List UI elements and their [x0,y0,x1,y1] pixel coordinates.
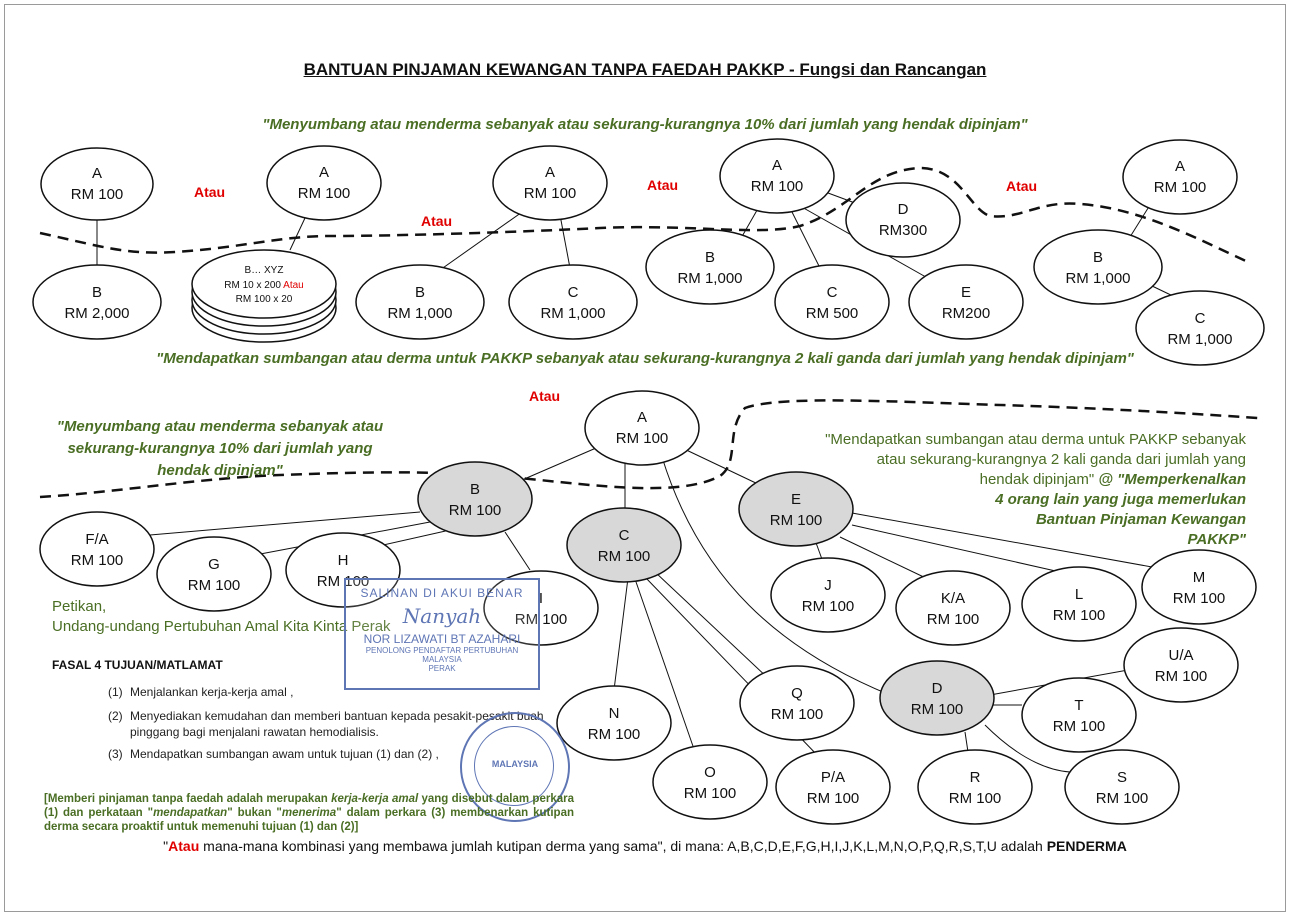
node-shape-g5B [1034,230,1162,304]
node-name-g4C: C [826,284,838,301]
node-name-bU: U/A [1168,647,1194,664]
atau-label-1: Atau [194,184,226,200]
node-name-g4E: E [960,284,972,301]
node-value-g5A: RM 100 [1153,179,1207,196]
quote-top: "Menyumbang atau menderma sebanyak atau sekurang-kurangnya 10% dari jumlah yang hendak dipinjam" [262,116,1028,133]
atau-label-4: Atau [1006,178,1038,194]
node-value-bO: RM 100 [683,785,737,802]
node-name-g4D: D [897,201,909,218]
node-shape-bB [418,462,532,536]
node-shape-g4D [846,183,960,257]
node-name-g4A: A [771,157,783,174]
page-title: BANTUAN PINJAMAN KEWANGAN TANPA FAEDAH PAKKP - Fungsi dan Rancangan [303,60,987,79]
node-value-bC: RM 100 [597,548,651,565]
quote-right-line4: 4 orang lain yang juga memerlukan [995,491,1246,508]
node-name-g1A: A [91,165,103,182]
node-name-g3B: B [414,284,426,301]
node-name-g5C: C [1194,310,1206,327]
node-name-bS: S [1116,769,1128,786]
node-value-bP: RM 100 [806,790,860,807]
node-value-g3B: RM 1,000 [387,305,453,322]
quote-left-line1: "Menyumbang atau menderma sebanyak atau [56,418,384,435]
node-value-bH: RM 100 [316,573,370,590]
node-name-g2A: A [318,164,330,181]
node-value-bN: RM 100 [587,726,641,743]
node-shape-bM [1142,550,1256,624]
node-shape-g3B [356,265,484,339]
node-shape-bQ [740,666,854,740]
node-shape-g1A [41,148,153,220]
node-name-bE: E [790,491,802,508]
node-value-bL: RM 100 [1052,607,1106,624]
quote-right-line6: PAKKP" [1187,531,1246,548]
node-name-g1B: B [91,284,103,301]
registrar-seal: MALAYSIA [460,712,570,822]
node-value-g4A: RM 100 [750,178,804,195]
node-value-g4D: RM300 [878,222,928,239]
node-shape-bL [1022,567,1136,641]
stack-line2: RM 10 x 200 Atau [224,280,304,291]
stack-line3: RM 100 x 20 [235,294,293,305]
quote-middle: "Mendapatkan sumbangan atau derma untuk PAKKP sebanyak atau sekurang-kurangnya 2 kali ganda dari jumlah yang hendak dipinjam" [156,350,1134,367]
node-value-bB: RM 100 [448,502,502,519]
node-name-bC: C [618,527,630,544]
node-value-g5C: RM 1,000 [1167,331,1233,348]
quote-left-line2: sekurang-kurangnya 10% dari jumlah yang [67,440,373,457]
node-value-g5B: RM 1,000 [1065,270,1131,287]
atau-label-2: Atau [421,213,453,229]
node-value-bG: RM 100 [187,577,241,594]
node-name-g3C: C [567,284,579,301]
node-shape-bA [585,391,699,465]
node-shape-g2A [267,146,381,220]
node-value-bD: RM 100 [910,701,964,718]
node-name-bM: M [1192,569,1206,586]
node-value-bU: RM 100 [1154,668,1208,685]
excerpt [52,597,391,637]
node-shape-g4A [720,139,834,213]
node-shape-g1B [33,265,161,339]
node-name-bQ: Q [791,685,803,702]
node-name-bL: L [1074,586,1084,603]
node-value-g1B: RM 2,000 [64,305,130,322]
quote-right [740,430,1246,550]
node-name-bF: F/A [85,531,109,548]
node-value-bJ: RM 100 [801,598,855,615]
node-shape-bR [918,750,1032,824]
quote-left [30,416,410,482]
node-name-bN: N [608,705,620,722]
quote-left-line3: hendak dipinjam" [157,462,283,479]
stack-line1: B… XYZ [244,265,284,276]
certified-copy-stamp: SALINAN DI AKUI BENAR Nanyah NOR LIZAWATI BT AZAHARI PENOLONG PENDAFTAR PERTUBUHAN MALAYSIA PERAK [344,578,540,690]
node-name-bG: G [208,556,220,573]
node-value-g3A: RM 100 [523,185,577,202]
node-shape-bJ [771,558,885,632]
quote-right-line2: atau sekurang-kurangnya 2 kali ganda dari jumlah yang [876,451,1246,468]
node-name-bB: B [469,481,481,498]
node-name-bO: O [704,764,716,781]
node-shape-g4B [646,230,774,304]
quote-right-line1: "Mendapatkan sumbangan atau derma untuk PAKKP sebanyak [825,431,1246,448]
node-value-g1A: RM 100 [70,186,124,203]
node-value-g3C: RM 1,000 [540,305,606,322]
node-name-bJ: J [824,577,832,594]
quote-right-line5: Bantuan Pinjaman Kewangan [1035,511,1246,528]
node-shape-bF [40,512,154,586]
node-value-bF: RM 100 [70,552,124,569]
excerpt-line2: Undang-undang Pertubuhan Amal Kita Kinta Perak [52,618,391,635]
node-shape-bS [1065,750,1179,824]
excerpt-line1: Petikan, [52,598,107,615]
node-shape-g3C [509,265,637,339]
node-value-bQ: RM 100 [770,706,824,723]
explanatory-note: [Memberi pinjaman tanpa faedah adalah merupakan kerja-kerja amal yang disebut dalam perkara (1) dan perkataan "mendapatkan" bukan "menerima" dalam perkara (3) membenarkan kutipan derma secara proaktif untuk memenuhi tujuan (1) dan (2)] [44,793,574,833]
node-name-bP: P/A [820,769,846,786]
node-name-g3A: A [544,164,556,181]
node-shape-bO [653,745,767,819]
node-name-g5A: A [1174,158,1186,175]
node-value-bS: RM 100 [1095,790,1149,807]
node-shape-bN [557,686,671,760]
node-name-bA: A [636,409,648,426]
fasal-title: FASAL 4 TUJUAN/MATLAMAT [52,658,223,672]
atau-label-5: Atau [529,388,561,404]
node-name-bT: T [1074,697,1084,714]
quote-right-line3: hendak dipinjam" @ "Memperkenalkan [979,471,1246,488]
node-value-bI: RM 100 [514,611,568,628]
node-value-g4E: RM200 [941,305,991,322]
node-value-bE: RM 100 [769,512,823,529]
node-name-g4B: B [704,249,716,266]
node-name-bH: H [337,552,349,569]
node-name-bD: D [931,680,943,697]
node-name-bR: R [969,769,981,786]
node-value-bM: RM 100 [1172,590,1226,607]
node-shape-bD [880,661,994,735]
node-value-bA: RM 100 [615,430,669,447]
footer-statement: "Atau mana-mana kombinasi yang membawa jumlah kutipan derma yang sama", di mana: A,B,C,D,E,F,G,H,I,J,K,L,M,N,O,P,Q,R,S,T,U adalah PENDERMA [163,838,1127,854]
node-shape-bC [567,508,681,582]
node-name-bK: K/A [940,590,966,607]
node-name-bI: I [538,590,544,607]
node-shape-g4C [775,265,889,339]
node-value-bT: RM 100 [1052,718,1106,735]
node-value-g4B: RM 1,000 [677,270,743,287]
node-shape-bU [1124,628,1238,702]
node-shape-g5A [1123,140,1237,214]
node-shape-g4E [909,265,1023,339]
node-value-g4C: RM 500 [805,305,859,322]
node-shape-bP [776,750,890,824]
node-shape-bT [1022,678,1136,752]
node-value-bR: RM 100 [948,790,1002,807]
node-shape-bK [896,571,1010,645]
node-value-g2A: RM 100 [297,185,351,202]
node-value-bK: RM 100 [926,611,980,628]
atau-label-3: Atau [647,177,679,193]
node-shape-g3A [493,146,607,220]
node-name-g5B: B [1092,249,1104,266]
